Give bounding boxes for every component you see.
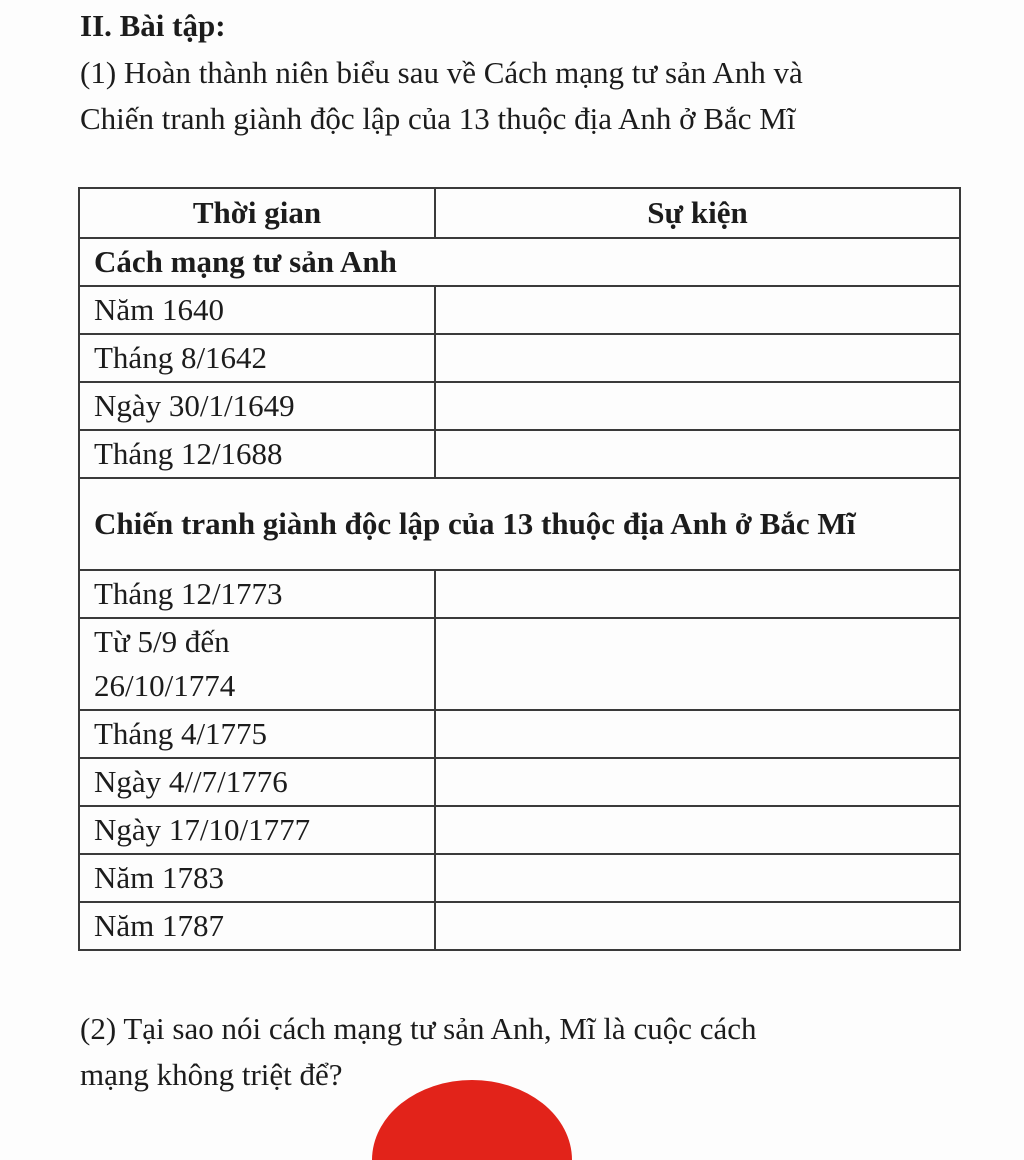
- task-2-prompt: [80, 1006, 980, 1098]
- table-row: [79, 618, 960, 710]
- section-row-american-independence: [79, 478, 960, 570]
- table-row: [79, 286, 960, 334]
- table-row: [79, 902, 960, 950]
- table-row: [79, 334, 960, 382]
- event-cell-blank[interactable]: [435, 334, 960, 382]
- time-cell: Tháng 8/1642: [79, 334, 435, 382]
- table-row: [79, 382, 960, 430]
- timeline-table: [78, 187, 961, 951]
- time-cell: Năm 1640: [79, 286, 435, 334]
- table-row: [79, 854, 960, 902]
- event-cell-blank[interactable]: [435, 382, 960, 430]
- task-1-line-1: (1) Hoàn thành niên biểu sau về Cách mạng tư sản Anh và: [80, 55, 803, 90]
- event-cell-blank[interactable]: [435, 286, 960, 334]
- section-heading: II. Bài tập:: [80, 8, 226, 43]
- header-event: Sự kiện: [435, 188, 960, 238]
- task-1-line-2: Chiến tranh giành độc lập của 13 thuộc địa Anh ở Bắc Mĩ: [80, 101, 796, 136]
- task-2-line-1: (2) Tại sao nói cách mạng tư sản Anh, Mĩ là cuộc cách: [80, 1011, 757, 1046]
- event-cell-blank[interactable]: [435, 902, 960, 950]
- time-cell: Tháng 4/1775: [79, 710, 435, 758]
- time-cell: Từ 5/9 đến 26/10/1774: [79, 618, 435, 710]
- section-title-english-revolution: Cách mạng tư sản Anh: [79, 238, 960, 286]
- event-cell-blank[interactable]: [435, 710, 960, 758]
- time-cell: Tháng 12/1688: [79, 430, 435, 478]
- time-cell: Năm 1783: [79, 854, 435, 902]
- event-cell-blank[interactable]: [435, 430, 960, 478]
- time-cell: Tháng 12/1773: [79, 570, 435, 618]
- event-cell-blank[interactable]: [435, 618, 960, 710]
- task-1-prompt: [80, 50, 980, 142]
- event-cell-blank[interactable]: [435, 758, 960, 806]
- event-cell-blank[interactable]: [435, 806, 960, 854]
- time-cell: Năm 1787: [79, 902, 435, 950]
- time-cell: Ngày 17/10/1777: [79, 806, 435, 854]
- table-row: [79, 758, 960, 806]
- time-cell: Ngày 30/1/1649: [79, 382, 435, 430]
- table-header-row: [79, 188, 960, 238]
- table-row: [79, 710, 960, 758]
- time-cell: Ngày 4//7/1776: [79, 758, 435, 806]
- section-title-american-independence: Chiến tranh giành độc lập của 13 thuộc địa Anh ở Bắc Mĩ: [79, 478, 960, 570]
- task-2-line-2: mạng không triệt để?: [80, 1057, 343, 1092]
- event-cell-blank[interactable]: [435, 854, 960, 902]
- header-time: Thời gian: [79, 188, 435, 238]
- table-row: [79, 806, 960, 854]
- table-row: [79, 430, 960, 478]
- event-cell-blank[interactable]: [435, 570, 960, 618]
- section-row-english-revolution: [79, 238, 960, 286]
- table-row: [79, 570, 960, 618]
